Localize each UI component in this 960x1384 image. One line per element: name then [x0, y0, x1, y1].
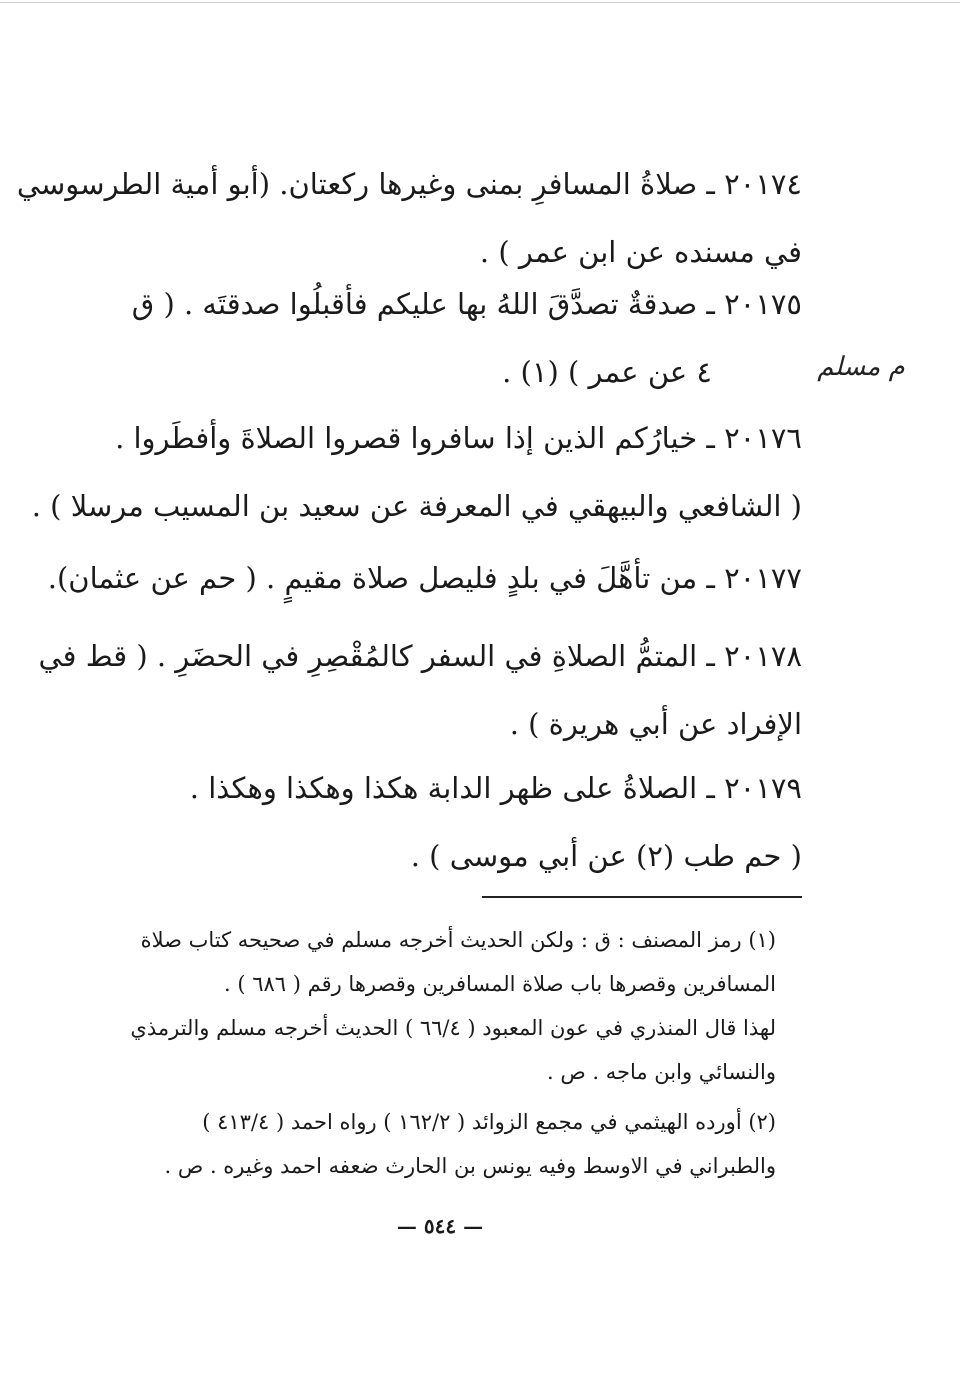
hadith-line: ٢٠١٧٦ ـ خيارُكم الذين إذا سافروا قصروا الصلاةَ وأفطَروا .: [115, 421, 802, 455]
footnote-2: [92, 1100, 776, 1188]
hadith-line: ( حم طب (٢) عن أبي موسى ) .: [410, 839, 802, 873]
footnote-line: والطبراني في الاوسط وفيه يونس بن الحارث ضعفه احمد وغيره . ص .: [164, 1154, 776, 1178]
hadith-line: ٤ عن عمر ) (١) .: [502, 355, 712, 389]
page-number: — ٥٤٤ —: [396, 1214, 484, 1238]
footnote-line: لهذا قال المنذري في عون المعبود ( ٦٦/٤ ) الحديث أخرجه مسلم والترمذي: [130, 1016, 776, 1040]
top-border-line: [0, 2, 960, 3]
hadith-line: في مسنده عن ابن عمر ) .: [479, 235, 802, 269]
hadith-line: ٢٠١٧٥ ـ صدقةٌ تصدَّقَ اللهُ بها عليكم فأقبلُوا صدقتَه . ( ق: [131, 287, 802, 321]
hadith-line: ٢٠١٧٤ ـ صلاةُ المسافرِ بمنى وغيرها ركعتان. (أبو أمية الطرسوسي: [16, 167, 802, 201]
hadith-line: ٢٠١٧٩ ـ الصلاةُ على ظهر الدابة هكذا وهكذا وهكذا .: [189, 771, 802, 805]
hadith-20176: [31, 404, 802, 540]
margin-annotation: م مسلم: [817, 352, 905, 382]
footnote-line: (١) رمز المصنف : ق : ولكن الحديث أخرجه مسلم في صحيحه كتاب صلاة: [140, 928, 776, 952]
hadith-line: ٢٠١٧٨ ـ المتمُّ الصلاةِ في السفر كالمُقْصِرِ في الحضَرِ . ( قط في: [38, 639, 802, 673]
hadith-20177: [47, 544, 802, 612]
hadith-20175: [90, 270, 802, 406]
footnote-line: والنسائي وابن ماجه . ص .: [546, 1060, 776, 1084]
footnote-line: (٢) أورده الهيثمي في مجمع الزوائد ( ١٦٢/٢ ) رواه احمد ( ٤١٣/٤ ): [202, 1110, 776, 1134]
hadith-20178: [38, 622, 802, 758]
hadith-line: ( الشافعي والبيهقي في المعرفة عن سعيد بن المسيب مرسلا ) .: [31, 489, 802, 523]
hadith-line: ٢٠١٧٧ ـ من تأهَّلَ في بلدٍ فليصل صلاة مقيمٍ . ( حم عن عثمان).: [47, 561, 802, 595]
hadith-line: الإفراد عن أبي هريرة ) .: [509, 707, 802, 741]
footnote-line: المسافرين وقصرها باب صلاة المسافرين وقصرها رقم ( ٦٨٦ ) .: [223, 972, 776, 996]
footnote-separator: [482, 896, 802, 898]
footnote-1: [92, 918, 776, 1094]
hadith-20174: [16, 150, 802, 286]
hadith-20179: [90, 754, 802, 890]
